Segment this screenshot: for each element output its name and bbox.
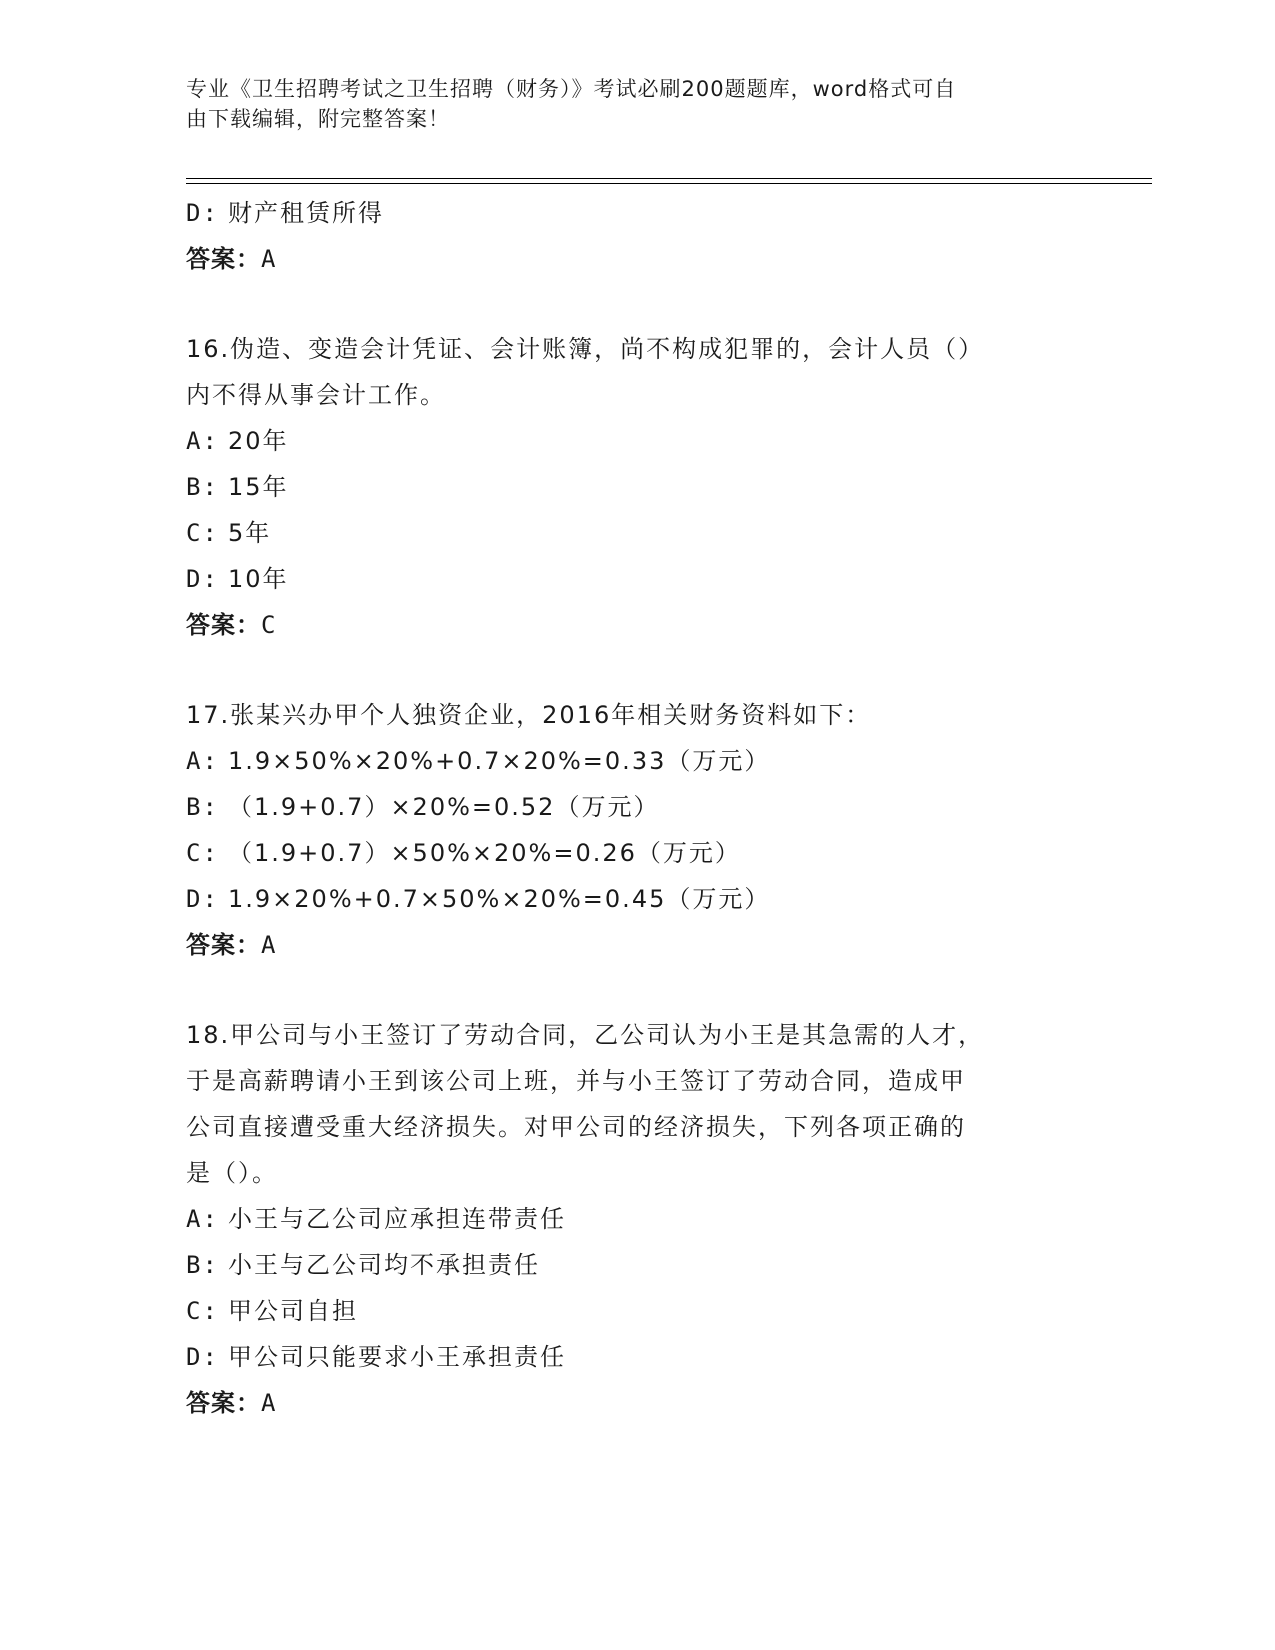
option-text: （1.9+0.7）×20%=0.52（万元） [228, 793, 660, 821]
option-letter: B: [186, 1251, 219, 1279]
option-text: 甲公司只能要求小王承担责任 [228, 1343, 566, 1371]
option-b [186, 1242, 1066, 1288]
option-c [186, 1288, 1066, 1334]
option-text: （1.9+0.7）×50%×20%=0.26（万元） [228, 839, 741, 867]
question-stem: 公司直接遭受重大经济损失。对甲公司的经济损失，下列各项正确的 [186, 1113, 966, 1141]
option-d [186, 1334, 1066, 1380]
option-letter: C: [186, 1297, 219, 1325]
option-c [186, 830, 1066, 876]
option-text: 15年 [228, 473, 289, 501]
option-letter: D: [186, 199, 219, 227]
answer-value: A [261, 1389, 278, 1417]
option-letter: B: [186, 473, 219, 501]
option-letter: C: [186, 519, 219, 547]
option-text: 10年 [228, 565, 289, 593]
answer-line [186, 1380, 1066, 1426]
question-stem: 17.张某兴办甲个人独资企业，2016年相关财务资料如下： [186, 701, 872, 729]
option-letter: A: [186, 427, 219, 455]
option-a [186, 1196, 1066, 1242]
question-stem: 16.伪造、变造会计凭证、会计账簿，尚不构成犯罪的，会计人员（） [186, 335, 985, 363]
answer-label: 答案： [186, 931, 261, 959]
question-stem: 于是高薪聘请小王到该公司上班，并与小王签订了劳动合同，造成甲 [186, 1067, 966, 1095]
answer-label: 答案： [186, 611, 261, 639]
option-letter: D: [186, 885, 219, 913]
option-letter: C: [186, 839, 219, 867]
option-c [186, 510, 1066, 556]
option-text: 财产租赁所得 [228, 199, 384, 227]
option-letter: A: [186, 1205, 219, 1233]
answer-line [186, 602, 1066, 648]
option-letter: A: [186, 747, 219, 775]
header-rule-top [186, 178, 1152, 179]
document-body [186, 190, 1066, 1426]
question-18 [186, 1012, 1066, 1426]
option-text: 1.9×20%+0.7×50%×20%=0.45（万元） [228, 885, 771, 913]
option-letter: B: [186, 793, 219, 821]
option-text: 小王与乙公司均不承担责任 [228, 1251, 540, 1279]
option-text: 5年 [228, 519, 272, 547]
option-d [186, 190, 1066, 236]
answer-label: 答案： [186, 245, 261, 273]
option-text: 1.9×50%×20%+0.7×20%=0.33（万元） [228, 747, 771, 775]
option-a [186, 418, 1066, 464]
question-15-tail [186, 190, 1066, 282]
option-a [186, 738, 1066, 784]
answer-value: C [261, 611, 278, 639]
option-d [186, 556, 1066, 602]
option-b [186, 784, 1066, 830]
answer-line [186, 236, 1066, 282]
option-letter: D: [186, 565, 219, 593]
question-16 [186, 326, 1066, 648]
option-text: 20年 [228, 427, 289, 455]
option-text: 小王与乙公司应承担连带责任 [228, 1205, 566, 1233]
document-header [186, 74, 1066, 134]
question-stem: 18.甲公司与小王签订了劳动合同，乙公司认为小王是其急需的人才， [186, 1021, 985, 1049]
header-line-1: 专业《卫生招聘考试之卫生招聘（财务）》考试必刷200题题库，word格式可自 [186, 77, 957, 101]
option-letter: D: [186, 1343, 219, 1371]
answer-value: A [261, 245, 278, 273]
question-stem: 内不得从事会计工作。 [186, 381, 446, 409]
spacer [186, 648, 1066, 692]
answer-label: 答案： [186, 1389, 261, 1417]
header-line-2: 由下载编辑，附完整答案！ [186, 107, 450, 131]
answer-value: A [261, 931, 278, 959]
header-rule-bottom [186, 183, 1152, 184]
spacer [186, 968, 1066, 1012]
answer-line [186, 922, 1066, 968]
option-d [186, 876, 1066, 922]
option-b [186, 464, 1066, 510]
question-17 [186, 692, 1066, 968]
option-text: 甲公司自担 [228, 1297, 358, 1325]
spacer [186, 282, 1066, 326]
question-stem: 是（）。 [186, 1159, 278, 1187]
